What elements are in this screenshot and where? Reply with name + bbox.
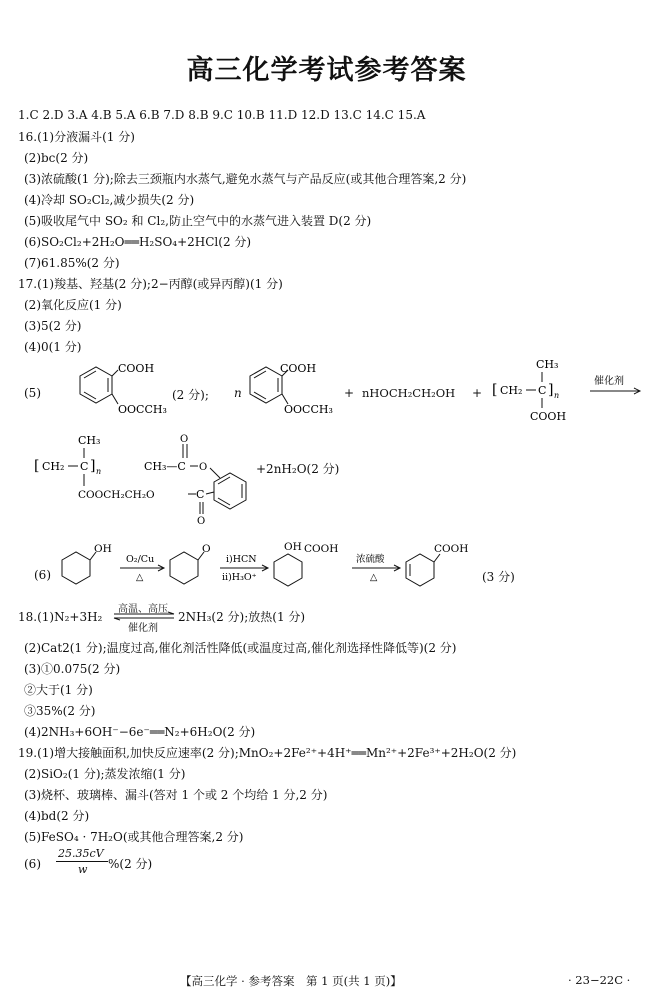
c-label-3: C [196,488,205,501]
q16-line-4: (4)冷却 SO₂Cl₂,减少损失(2 分) [24,193,195,207]
q17-p5-product-tail: +2nH₂O(2 分) [256,462,340,476]
ch2-label: CH₂ [500,384,523,397]
q16-line-3: (3)浓硫酸(1 分);除去三颈瓶内水蒸气,避免水蒸气与产品反应(或其他合理答案,2 分) [24,172,467,186]
q19-line-5: (5)FeSO₄ · 7H₂O(或其他合理答案,2 分) [24,830,244,844]
catalyst-arrow [588,372,643,402]
catalyst-label: 催化剂 [594,376,624,387]
oh-label-1: OH [94,543,112,555]
oocch3-label: OOCCH₃ [118,403,167,416]
q17-line-3: (3)5(2 分) [24,319,82,333]
q17-p5-n: n [234,386,242,400]
q18-cond-bot: 催化剂 [128,623,158,634]
cooh-label-4: COOH [304,543,339,555]
q19-line-2: (2)SiO₂(1 分);蒸发浓缩(1 分) [24,767,186,781]
cooch2ch2o-label: COOCH₂CH₂O [78,489,155,501]
oh-label-2: OH [284,541,302,553]
q19-line-6-prefix: (6) [24,857,41,871]
q16-line-7: (7)61.85%(2 分) [24,256,120,270]
ch3-label: CH₃ [536,358,559,371]
q16-line-2: (2)bc(2 分) [24,151,89,165]
q19-fraction-numerator: 25.35cV [58,847,104,860]
q17-p6-score: (3 分) [482,570,515,584]
ch3c-label: CH₃—C [144,460,186,473]
reagent-h3o: ⅱ)H₃O⁺ [222,572,257,583]
cooh-label-5: COOH [434,543,469,555]
cooh-label: COOH [118,362,155,375]
heat-symbol-2: △ [370,572,378,583]
svg-text:[: [ [34,458,40,474]
cooh-label-2: COOH [280,362,317,375]
q17-line-1: 17.(1)羧基、羟基(2 分);2−丙醇(或异丙醇)(1 分) [18,277,283,291]
n-subscript-2: n [96,467,102,476]
aspirin-structure-1 [60,360,167,420]
footer-code: · 23−22C · [568,973,631,987]
q19-line-4: (4)bd(2 分) [24,809,90,823]
ch3-label-2: CH₃ [78,434,101,447]
q18-line-5: ③35%(2 分) [24,704,96,718]
svg-text:[: [ [492,382,498,398]
ch2-label-2: CH₂ [42,460,65,473]
cooh-label-3: COOH [530,410,567,423]
reagent-hcn: ⅰ)HCN [226,554,257,565]
reagent-o2cu: O₂/Cu [126,554,155,565]
oocch3-label-2: OOCCH₃ [284,403,333,416]
q16-line-6: (6)SO₂Cl₂+2H₂O══H₂SO₄+2HCl(2 分) [24,235,252,249]
o-label-2: O [199,462,208,473]
q17-p5-reagent: nHOCH₂CH₂OH [362,386,456,400]
page-footer: 【高三化学 · 参考答案 第 1 页(共 1 页)】 [180,974,402,988]
synthesis-route [56,540,476,595]
q19-line-1: 19.(1)增大接触面积,加快反应速率(2 分);MnO₂+2Fe²⁺+4H⁺══Mn²⁺+2Fe³⁺+2H₂O(2 分) [18,746,517,760]
q17-line-4: (4)0(1 分) [24,340,82,354]
choice-answers: 1.C 2.D 3.A 4.B 5.A 6.B 7.D 8.B 9.C 10.B 11.D 12.D 13.C 14.C 15.A [18,108,426,122]
aspirin-structure-2 [230,360,340,420]
o-label-1: O [180,434,189,445]
q18-line-3: (3)①0.075(2 分) [24,662,121,676]
q18-line-4: ②大于(1 分) [24,683,93,697]
page-title: 高三化学考试参考答案 [186,55,467,86]
q18-line-1b: 2NH₃(2 分);放热(1 分) [178,610,306,624]
heat-symbol-1: △ [136,572,144,583]
o-label-3: O [197,516,206,527]
q17-p5-plus1: + [344,386,355,400]
q16-line-5: (5)吸收尾气中 SO₂ 和 Cl₂,防止空气中的水蒸气进入装置 D(2 分) [24,214,372,228]
svg-text:]: ] [548,382,554,398]
o-ketone-label: O [202,543,211,555]
q19-fraction-denominator: w [78,863,88,876]
svg-text:]: ] [90,458,96,474]
q17-p5-score: (2 分); [172,388,209,402]
q18-line-6: (4)2NH₃+6OH⁻−6e⁻══N₂+6H₂O(2 分) [24,725,256,739]
methacrylic-polymer-structure [488,356,588,426]
q17-p6-label: (6) [34,568,51,582]
q19-line-3: (3)烧杯、玻璃棒、漏斗(答对 1 个或 2 个均给 1 分,2 分) [24,788,328,802]
fraction-bar [56,861,108,862]
q16-line-1: 16.(1)分液漏斗(1 分) [18,130,135,144]
q18-line-1a: 18.(1)N₂+3H₂ [18,610,103,624]
polymer-product-structure [34,430,274,530]
q17-line-2: (2)氧化反应(1 分) [24,298,122,312]
q17-p5-plus2: + [472,386,483,400]
reagent-h2so4: 浓硫酸 [356,554,385,565]
c-label-2: C [80,460,89,473]
q18-line-2: (2)Cat2(1 分);温度过高,催化剂活性降低(或温度过高,催化剂选择性降低等)(2 分) [24,641,457,655]
q17-p5-label: (5) [24,386,41,400]
n-subscript: n [554,391,560,400]
q18-cond-top: 高温、高压 [118,604,168,615]
c-label: C [538,384,547,397]
q19-line-6-suffix: %(2 分) [108,857,153,871]
